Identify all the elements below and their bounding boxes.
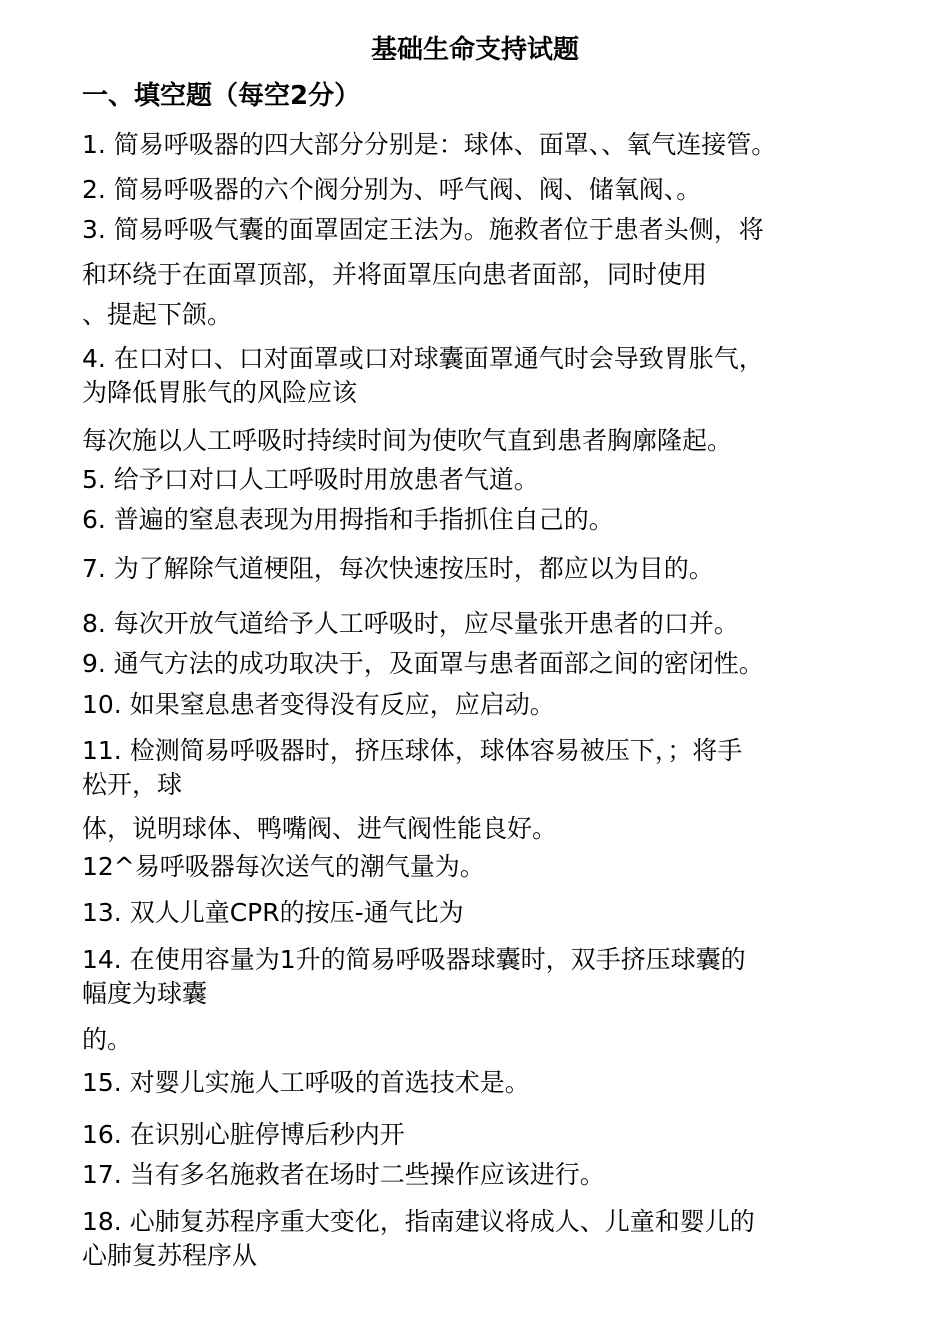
question-line: 9. 通气方法的成功取决于，及面罩与患者面部之间的密闭性。 <box>82 649 764 678</box>
question-line: 心肺复苏程序从 <box>82 1241 258 1270</box>
question-line: 体，说明球体、鸭嘴阀、进气阀性能良好。 <box>82 814 558 843</box>
document-title: 基础生命支持试题 <box>370 35 579 65</box>
question-line: 6. 普遍的窒息表现为用拇指和手指抓住自己的。 <box>82 505 614 534</box>
question-line: 12^易呼吸器每次送气的潮气量为。 <box>82 852 485 881</box>
question-line: 18. 心肺复苏程序重大变化，指南建议将成人、儿童和婴儿的 <box>82 1207 755 1236</box>
question-line: 14. 在使用容量为1升的简易呼吸器球囊时，双手挤压球囊的 <box>82 945 746 974</box>
question-line: 8. 每次开放气道给予人工呼吸时，应尽量张开患者的口并。 <box>82 609 739 638</box>
question-line: 的。 <box>82 1025 133 1054</box>
question-line: 和环绕于在面罩顶部，并将面罩压向患者面部，同时使用 <box>82 260 708 289</box>
section-heading: 一、填空题（每空2分） <box>82 81 361 111</box>
question-line: 幅度为球囊 <box>82 979 208 1008</box>
question-line: 松开，球 <box>82 770 183 799</box>
question-line: 16. 在识别心脏停博后秒内开 <box>82 1120 405 1149</box>
question-line: 7. 为了解除气道梗阻，每次快速按压时，都应以为目的。 <box>82 554 714 583</box>
question-line: 每次施以人工呼吸时持续时间为使吹气直到患者胸廓隆起。 <box>82 426 733 455</box>
question-line: 2. 简易呼吸器的六个阀分别为、呼气阀、阀、储氧阀、。 <box>82 175 702 204</box>
question-line: 10. 如果窒息患者变得没有反应，应启动。 <box>82 690 555 719</box>
question-line: 3. 简易呼吸气囊的面罩固定王法为。施救者位于患者头侧，将 <box>82 215 764 244</box>
question-line: 4. 在口对口、口对面罩或口对球囊面罩通气时会导致胃胀气， <box>82 344 764 373</box>
question-line: 为降低胃胀气的风险应该 <box>82 378 358 407</box>
question-line: 11. 检测简易呼吸器时，挤压球体，球体容易被压下，；将手 <box>82 736 743 765</box>
question-line: 、提起下颌。 <box>82 300 233 329</box>
question-line: 1. 简易呼吸器的四大部分分别是：球体、面罩、、氧气连接管。 <box>82 130 777 159</box>
question-line: 17. 当有多名施救者在场时二些操作应该进行。 <box>82 1160 605 1189</box>
question-line: 15. 对婴儿实施人工呼吸的首选技术是。 <box>82 1068 530 1097</box>
question-line: 13. 双人儿童CPR的按压-通气比为 <box>82 898 464 927</box>
question-line: 5. 给予口对口人工呼吸时用放患者气道。 <box>82 465 539 494</box>
